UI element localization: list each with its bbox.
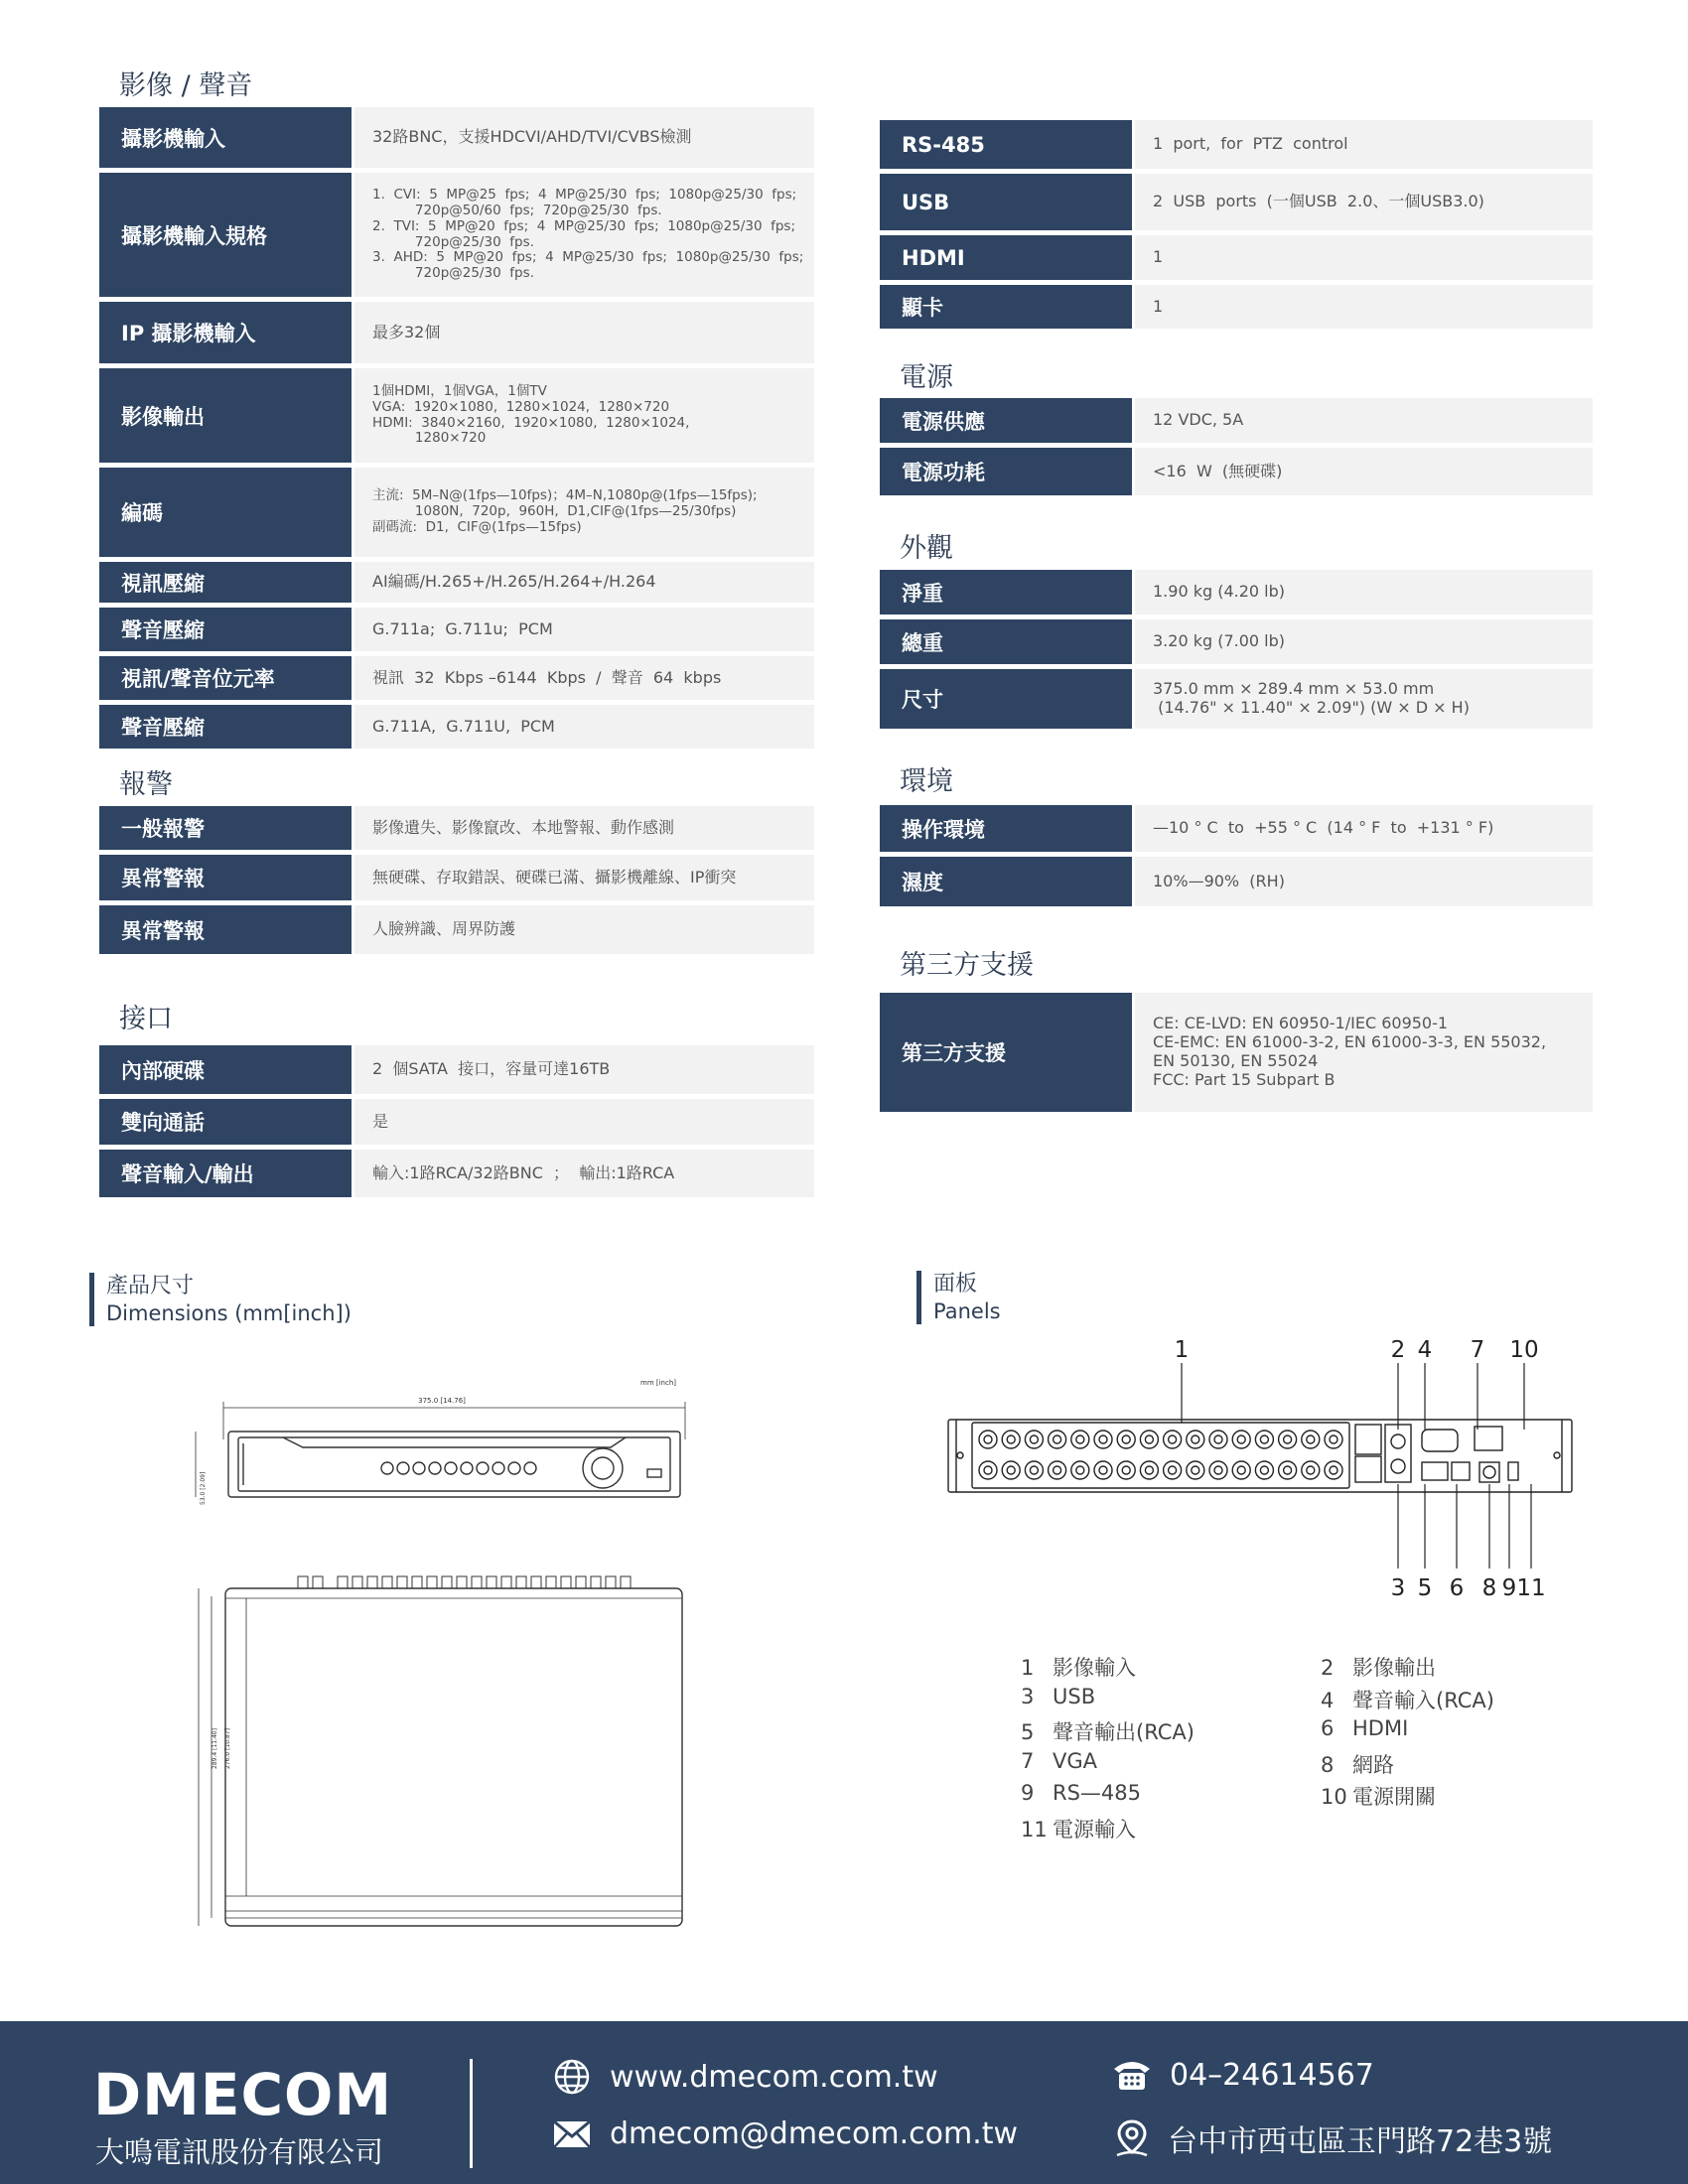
spec-label: RS-485 — [880, 120, 1132, 169]
spec-row — [880, 174, 1593, 230]
width-dimension-label: 375.0 [14.76] — [418, 1397, 466, 1405]
spec-value: —10 ° C to +55 ° C (14 ° F to +131 ° F) — [1135, 805, 1593, 852]
bnc-connector — [1232, 1461, 1250, 1479]
dimensions-diagram — [189, 1370, 695, 1936]
bnc-connector — [1187, 1461, 1204, 1479]
spec-row — [99, 1150, 814, 1197]
bnc-connector — [1325, 1431, 1342, 1448]
bnc-connector — [1002, 1461, 1020, 1479]
spec-row — [99, 656, 814, 700]
legend-number: 11 — [1021, 1817, 1048, 1842]
spec-label: 顯卡 — [880, 285, 1132, 329]
spec-label: 聲音輸入/輸出 — [99, 1150, 352, 1197]
website-link[interactable]: www.dmecom.com.tw — [610, 2059, 938, 2095]
panels-heading — [916, 1271, 1001, 1324]
panels-title-zh: 面板 — [933, 1272, 978, 1297]
email-contact — [552, 2116, 1018, 2151]
panels-title-en: Panels — [933, 1298, 1001, 1323]
spec-value: 無硬碟、存取錯誤、硬碟已滿、攝影機離線、IP衝突 — [354, 855, 814, 900]
spec-table — [99, 1045, 814, 1202]
spec-value: 10%—90% (RH) — [1135, 857, 1593, 906]
dimensions-heading — [89, 1273, 352, 1326]
legend-label: 網路 — [1352, 1752, 1394, 1777]
section-title: 外觀 — [900, 533, 953, 564]
spec-label: USB — [880, 174, 1132, 230]
legend-number: 10 — [1321, 1785, 1347, 1809]
bnc-connector — [1117, 1431, 1135, 1448]
height-dimension-label: 53.0 [2.09] — [200, 1471, 207, 1505]
phone-number[interactable]: 04–24614567 — [1170, 2057, 1374, 2093]
spec-row — [880, 235, 1593, 280]
spec-label: 第三方支援 — [880, 993, 1132, 1112]
bnc-connector — [1209, 1431, 1227, 1448]
spec-table — [880, 805, 1593, 911]
bnc-connector — [1140, 1431, 1158, 1448]
legend-label: RS—485 — [1053, 1781, 1142, 1805]
bnc-connector — [1279, 1431, 1297, 1448]
bnc-connector — [1140, 1461, 1158, 1479]
footer — [0, 2021, 1688, 2184]
spec-value: 3.20 kg (7.00 lb) — [1135, 619, 1593, 664]
spec-label: 影像輸出 — [99, 368, 352, 463]
legend-number: 7 — [1021, 1748, 1035, 1773]
spec-row — [99, 468, 814, 557]
bnc-connector — [1094, 1461, 1112, 1479]
legend-item — [1021, 1716, 1195, 1746]
depth-dimension-label: 289.4 [11.40] — [211, 1728, 218, 1769]
spec-table — [880, 993, 1593, 1117]
spec-value: <16 W (無硬碟) — [1135, 448, 1593, 495]
rear-connectors-top — [298, 1576, 631, 1588]
spec-row — [880, 857, 1593, 906]
bnc-connector — [1209, 1461, 1227, 1479]
rear-panel-diagram — [938, 1335, 1584, 1613]
callout-number: 11 — [1516, 1575, 1546, 1601]
spec-table — [880, 120, 1593, 334]
depth-dimension-label-2: 276.0 [10.87] — [224, 1728, 231, 1769]
spec-value: 人臉辨識、周界防護 — [354, 905, 814, 954]
spec-row — [99, 905, 814, 954]
callout-number: 6 — [1449, 1575, 1465, 1601]
callout-number: 3 — [1390, 1575, 1406, 1601]
callout-number: 2 — [1390, 1337, 1406, 1363]
spec-label: 尺寸 — [880, 669, 1132, 729]
legend-label: 影像輸出 — [1352, 1656, 1436, 1680]
bnc-connector — [1049, 1431, 1066, 1448]
spec-label: IP 攝影機輸入 — [99, 302, 352, 363]
spec-row — [99, 368, 814, 463]
phone-contact — [1112, 2057, 1374, 2093]
spec-label: 濕度 — [880, 857, 1132, 906]
spec-value: 視訊 32 Kbps –6144 Kbps / 聲音 64 kbps — [354, 656, 814, 700]
legend-number: 4 — [1321, 1688, 1335, 1712]
unit-note: mm [inch] — [640, 1379, 676, 1387]
spec-label: 電源供應 — [880, 398, 1132, 443]
legend-item — [1021, 1685, 1095, 1708]
spec-value: 2 個SATA 接口，容量可達16TB — [354, 1045, 814, 1094]
legend-item — [1021, 1652, 1136, 1682]
spec-value: G.711A, G.711U, PCM — [354, 705, 814, 749]
legend-item — [1021, 1749, 1097, 1773]
spec-row — [99, 302, 814, 363]
bnc-connector — [1232, 1431, 1250, 1448]
spec-row — [880, 805, 1593, 852]
bnc-connector — [1071, 1461, 1089, 1479]
callout-number: 9 — [1501, 1575, 1517, 1601]
spec-label: 視訊壓縮 — [99, 562, 352, 603]
legend-label: 聲音輸入(RCA) — [1352, 1688, 1494, 1712]
spec-value: 1. CVI: 5 MP@25 fps; 4 MP@25/30 fps; 1080p@25/30 fps; 720p@50/60 fps; 720p@25/30 fps. 2. TVI: 5 MP@20 fps; 4 MP@25/30 fps; 1080p@25/30 fps; 720p@25/30 fps. 3. AHD: 5 MP@20 fps; 4 MP@25/30 fps; 1080p@25/30 fps; 720p@25/30 fps. — [354, 173, 814, 297]
envelope-icon — [552, 2118, 592, 2150]
spec-label: 聲音壓縮 — [99, 608, 352, 651]
website-contact — [552, 2057, 938, 2097]
company-name: 大鳴電訊股份有限公司 — [95, 2135, 384, 2169]
callout-number: 10 — [1509, 1337, 1539, 1363]
address-contact — [1114, 2116, 1552, 2160]
callout-number: 5 — [1417, 1575, 1433, 1601]
spec-value: 是 — [354, 1099, 814, 1145]
bnc-connector — [1279, 1461, 1297, 1479]
spec-table — [99, 107, 814, 753]
legend-item — [1021, 1814, 1136, 1843]
bnc-connector — [979, 1461, 997, 1479]
spec-label: 編碼 — [99, 468, 352, 557]
spec-label: 一般報警 — [99, 806, 352, 850]
section-title: 電源 — [900, 362, 953, 393]
company-logo: DMECOM — [93, 2061, 393, 2128]
spec-row — [99, 855, 814, 900]
spec-value: 32路BNC，支援HDCVI/AHD/TVI/CVBS檢測 — [354, 107, 814, 168]
spec-label: 電源功耗 — [880, 448, 1132, 495]
spec-label: 異常警報 — [99, 855, 352, 900]
spec-value: 375.0 mm × 289.4 mm × 53.0 mm (14.76" × 11.40" × 2.09") (W × D × H) — [1135, 669, 1593, 729]
spec-value: 2 USB ports (一個USB 2.0、一個USB3.0) — [1135, 174, 1593, 230]
spec-value: 輸入:1路RCA/32路BNC ； 輸出:1路RCA — [354, 1150, 814, 1197]
spec-table — [880, 570, 1593, 734]
spec-label: 操作環境 — [880, 805, 1132, 852]
spec-row — [99, 562, 814, 603]
location-pin-icon — [1114, 2118, 1150, 2158]
legend-item — [1021, 1781, 1141, 1805]
legend-number: 1 — [1021, 1656, 1035, 1680]
bnc-connector — [1164, 1431, 1182, 1448]
bnc-connector — [1049, 1461, 1066, 1479]
spec-table — [880, 398, 1593, 500]
spec-row — [99, 107, 814, 168]
legend-number: 6 — [1321, 1716, 1335, 1740]
spec-label: 內部硬碟 — [99, 1045, 352, 1094]
bnc-connector — [1071, 1431, 1089, 1448]
address-text: 台中市西屯區玉門路72巷3號 — [1168, 2124, 1553, 2159]
legend-number: 5 — [1021, 1720, 1035, 1744]
legend-item — [1321, 1781, 1436, 1811]
front-buttons — [381, 1462, 536, 1474]
section-title: 接口 — [119, 1004, 173, 1034]
bnc-connector — [1302, 1461, 1320, 1479]
legend-label: 電源輸入 — [1053, 1817, 1136, 1842]
spec-label: 攝影機輸入規格 — [99, 173, 352, 297]
spec-row — [99, 1045, 814, 1094]
spec-value: 主流: 5M–N@(1fps—10fps)；4M–N,1080p@(1fps—15fps); 1080N, 720p, 960H, D1,CIF@(1fps—25/30fps) 副碼流: D1, CIF@(1fps—15fps) — [354, 468, 814, 557]
bnc-connector — [1255, 1461, 1273, 1479]
spec-row — [99, 608, 814, 651]
spec-value: 影像遺失、影像竄改、本地警報、動作感測 — [354, 806, 814, 850]
bnc-connectors — [979, 1431, 1342, 1479]
spec-row — [880, 669, 1593, 729]
section-title: 第三方支援 — [900, 950, 1034, 981]
spec-label: 異常警報 — [99, 905, 352, 954]
spec-value: 1 — [1135, 285, 1593, 329]
bnc-connector — [1025, 1461, 1043, 1479]
legend-item — [1321, 1685, 1494, 1714]
section-title: 影像 / 聲音 — [119, 70, 253, 101]
phone-icon — [1112, 2057, 1152, 2093]
bnc-connector — [1164, 1461, 1182, 1479]
legend-number: 3 — [1021, 1684, 1035, 1708]
section-title: 環境 — [900, 766, 953, 797]
bnc-connector — [1302, 1431, 1320, 1448]
legend-number: 8 — [1321, 1752, 1335, 1777]
callout-number: 8 — [1481, 1575, 1497, 1601]
bnc-connector — [1325, 1461, 1342, 1479]
bnc-connector — [1117, 1461, 1135, 1479]
bnc-connector — [1255, 1431, 1273, 1448]
legend-label: 電源開關 — [1352, 1785, 1436, 1809]
bnc-connector — [979, 1431, 997, 1448]
email-link[interactable]: dmecom@dmecom.com.tw — [610, 2116, 1019, 2151]
dimensions-title-zh: 產品尺寸 — [106, 1274, 195, 1298]
spec-row — [880, 570, 1593, 614]
spec-row — [880, 120, 1593, 169]
spec-row — [880, 619, 1593, 664]
spec-row — [880, 448, 1593, 495]
spec-row — [99, 1099, 814, 1145]
legend-label: 影像輸入 — [1053, 1656, 1136, 1680]
legend-label: VGA — [1053, 1748, 1098, 1773]
legend-number: 2 — [1321, 1656, 1335, 1680]
spec-value: 最多32個 — [354, 302, 814, 363]
spec-label: 聲音壓縮 — [99, 705, 352, 749]
footer-divider — [470, 2059, 473, 2168]
spec-row — [880, 993, 1593, 1112]
spec-row — [99, 173, 814, 297]
bnc-connector — [1187, 1431, 1204, 1448]
globe-icon — [552, 2057, 592, 2097]
spec-table — [99, 806, 814, 959]
bnc-connector — [1094, 1431, 1112, 1448]
spec-value: 1 port, for PTZ control — [1135, 120, 1593, 169]
bnc-connector — [1025, 1431, 1043, 1448]
spec-label: 淨重 — [880, 570, 1132, 614]
legend-item — [1321, 1716, 1408, 1740]
spec-value: CE: CE-LVD: EN 60950-1/IEC 60950-1 CE-EMC: EN 61000-3-2, EN 61000-3-3, EN 55032, EN 50130, EN 55024 FCC: Part 15 Subpart B — [1135, 993, 1593, 1112]
bnc-connector — [1002, 1431, 1020, 1448]
callout-number: 7 — [1470, 1337, 1485, 1363]
dimensions-title-en: Dimensions (mm[inch]) — [106, 1300, 352, 1325]
spec-value: G.711a; G.711u; PCM — [354, 608, 814, 651]
spec-label: HDMI — [880, 235, 1132, 280]
spec-value: 1 — [1135, 235, 1593, 280]
spec-label: 總重 — [880, 619, 1132, 664]
spec-row — [880, 398, 1593, 443]
spec-value: 1個HDMI，1個VGA，1個TV VGA: 1920×1080, 1280×1024, 1280×720 HDMI: 3840×2160, 1920×1080, 1280×1024, 1280×720 — [354, 368, 814, 463]
spec-label: 攝影機輸入 — [99, 107, 352, 168]
legend-label: USB — [1053, 1684, 1096, 1708]
spec-value: 12 VDC, 5A — [1135, 398, 1593, 443]
spec-value: AI編碼/H.265+/H.265/H.264+/H.264 — [354, 562, 814, 603]
legend-label: 聲音輸出(RCA) — [1053, 1720, 1195, 1744]
legend-number: 9 — [1021, 1781, 1035, 1805]
spec-label: 雙向通話 — [99, 1099, 352, 1145]
spec-row — [99, 806, 814, 850]
spec-row — [880, 285, 1593, 329]
callout-number: 4 — [1417, 1337, 1433, 1363]
legend-label: HDMI — [1352, 1716, 1409, 1740]
legend-item — [1321, 1749, 1394, 1779]
spec-value: 1.90 kg (4.20 lb) — [1135, 570, 1593, 614]
spec-label: 視訊/聲音位元率 — [99, 656, 352, 700]
section-title: 報警 — [119, 769, 173, 800]
spec-row — [99, 705, 814, 749]
callout-number: 1 — [1174, 1337, 1190, 1363]
legend-item — [1321, 1652, 1436, 1682]
